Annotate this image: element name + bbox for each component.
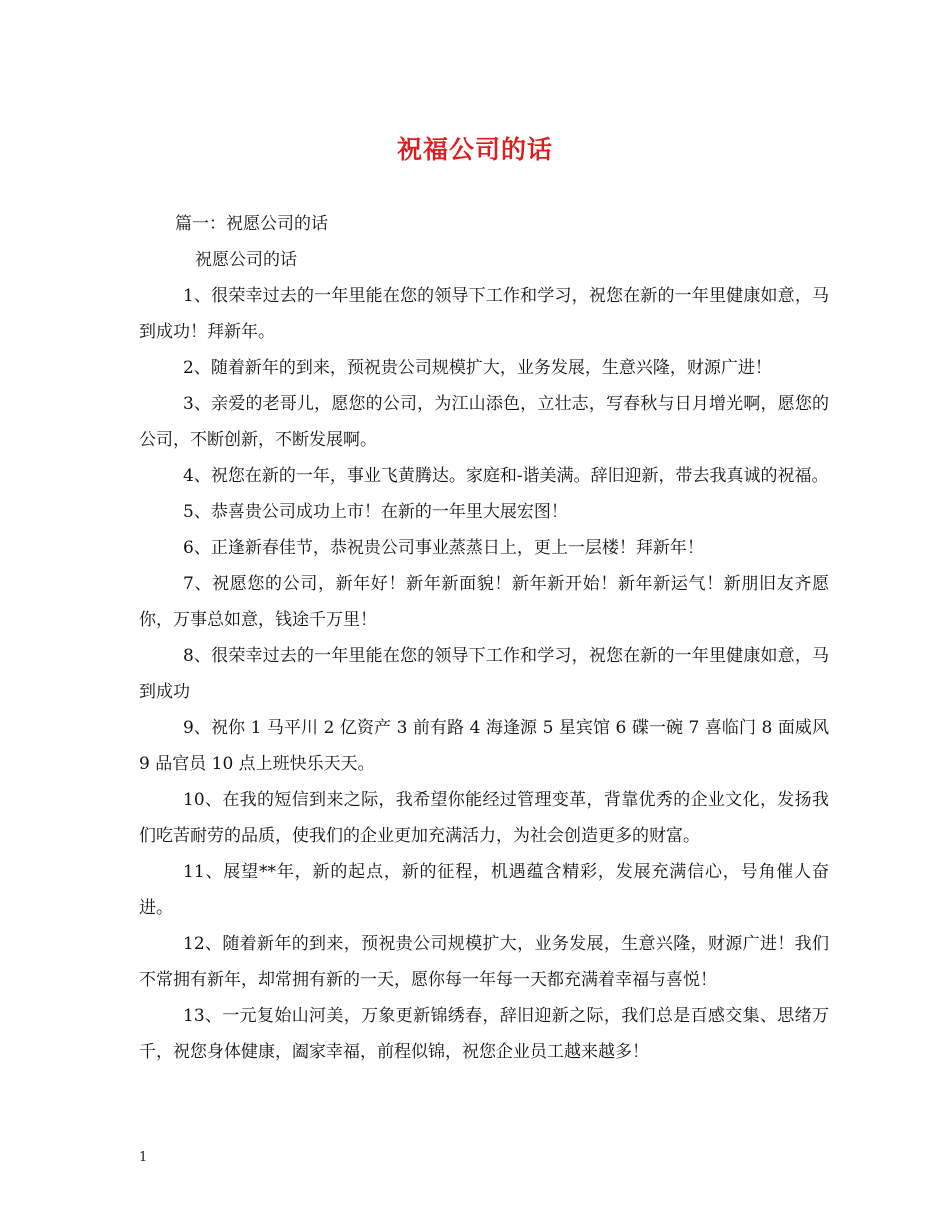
list-item: 10、在我的短信到来之际，我希望你能经过管理变革，背靠优秀的企业文化，发扬我们吃苦耐劳的品质，使我们的企业更加充满活力，为社会创造更多的财富。 — [139, 790, 829, 846]
page-number: 1 — [139, 1150, 148, 1165]
list-item: 3、亲爱的老哥儿，愿您的公司，为江山添色，立壮志，写春秋与日月增光啊，愿您的公司，不断创新，不断发展啊。 — [139, 394, 829, 450]
list-item: 13、一元复始山河美，万象更新锦绣春，辞旧迎新之际，我们总是百感交集、思绪万千，祝您身体健康，阖家幸福，前程似锦，祝您企业员工越来越多！ — [139, 1006, 829, 1062]
list-item: 6、正逢新春佳节，恭祝贵公司事业蒸蒸日上，更上一层楼！拜新年！ — [183, 538, 704, 558]
section-heading: 篇一：祝愿公司的话 — [175, 214, 328, 234]
document-body — [139, 206, 829, 1070]
list-item: 8、很荣幸过去的一年里能在您的领导下工作和学习，祝您在新的一年里健康如意，马到成功 — [139, 646, 829, 702]
list-item: 5、恭喜贵公司成功上市！在新的一年里大展宏图！ — [183, 502, 568, 522]
subheading: 祝愿公司的话 — [195, 250, 297, 270]
document-title: 祝福公司的话 — [396, 135, 553, 164]
list-item: 9、祝你 1 马平川 2 亿资产 3 前有路 4 海逢源 5 星宾馆 6 碟一碗 7 喜临门 8 面威风 9 品官员 10 点上班快乐天天。 — [139, 718, 829, 774]
list-item: 4、祝您在新的一年，事业飞黄腾达。家庭和-谐美满。辞旧迎新，带去我真诚的祝福。 — [183, 466, 829, 486]
list-item: 1、很荣幸过去的一年里能在您的领导下工作和学习，祝您在新的一年里健康如意，马到成功！拜新年。 — [139, 286, 829, 342]
list-item: 11、展望**年，新的起点，新的征程，机遇蕴含精彩，发展充满信心，号角催人奋进。 — [139, 862, 829, 918]
list-item: 2、随着新年的到来，预祝贵公司规模扩大，业务发展，生意兴隆，财源广进！ — [183, 358, 772, 378]
list-item: 12、随着新年的到来，预祝贵公司规模扩大，业务发展，生意兴隆，财源广进！我们不常拥有新年，却常拥有新的一天，愿你每一年每一天都充满着幸福与喜悦！ — [139, 934, 829, 990]
list-item: 7、祝愿您的公司，新年好！新年新面貌！新年新开始！新年新运气！新朋旧友齐愿你，万事总如意，钱途千万里！ — [139, 574, 829, 630]
